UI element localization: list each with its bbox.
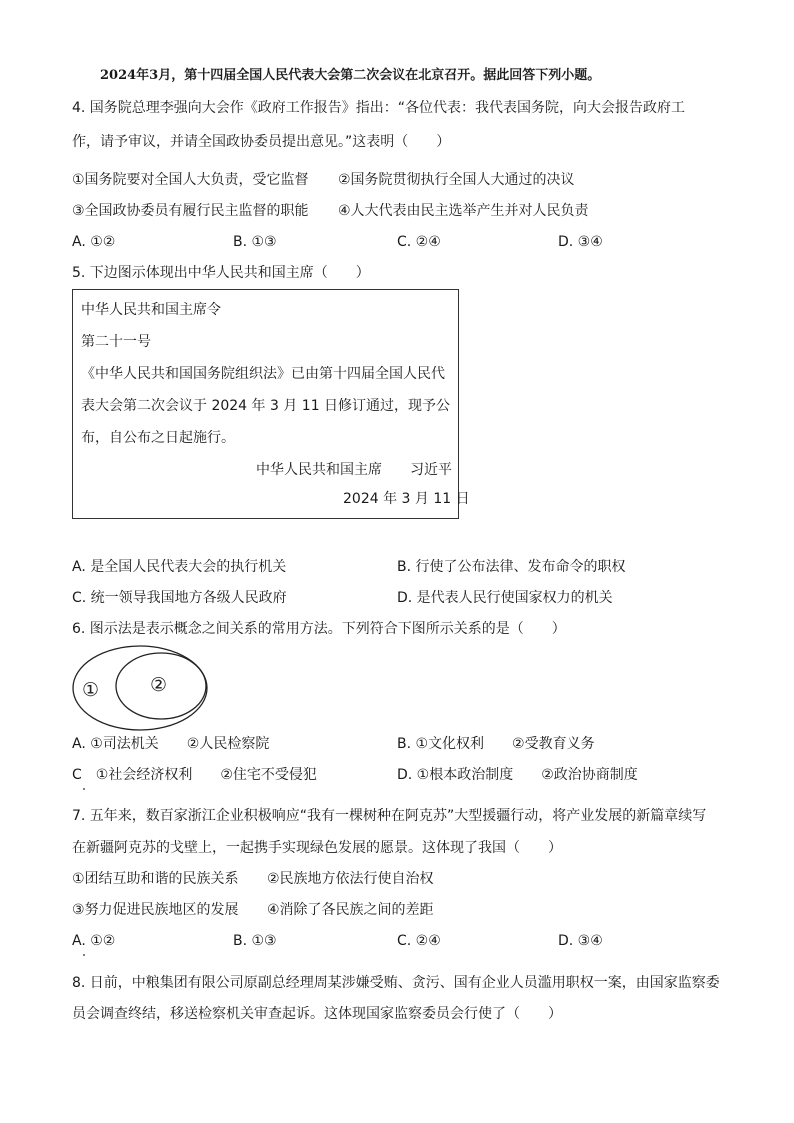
decree-signer: 中华人民共和国主席 习近平 — [256, 462, 452, 478]
venn-outer-label: ① — [82, 679, 100, 701]
decree-body-line3: 布，自公布之日起施行。 — [81, 430, 235, 446]
decree-box — [72, 289, 470, 519]
q7-stem-line2: 在新疆阿克苏的戈壁上，一起携手实现绿色发展的愿景。这体现了我国（ ） — [72, 840, 562, 856]
decree-date: 2024 年 3 月 11 日 — [343, 491, 470, 507]
q4-stem-line2: 作，请予审议，并请全国政协委员提出意见。”这表明（ ） — [72, 134, 451, 150]
q7-option-a: A. ①② — [72, 933, 116, 949]
q6-option-b: B. ①文化权利 ②受教育义务 — [397, 736, 595, 752]
q5-option-b: B. 行使了公布法律、发布命令的职权 — [397, 559, 626, 575]
q6-option-a: A. ①司法机关 ②人民检察院 — [72, 736, 270, 752]
q4-option-d: D. ③④ — [558, 234, 603, 250]
section-intro: 2024年3月，第十四届全国人民代表大会第二次会议在北京召开。据此回答下列小题。 — [100, 68, 601, 83]
q7-option-d: D. ③④ — [558, 933, 603, 949]
q7-option-a-dot — [83, 954, 85, 956]
q5-stem: 5. 下边图示体现出中华人民共和国主席（ ） — [72, 265, 370, 281]
decree-title: 中华人民共和国主席令 — [81, 302, 221, 318]
q4-option-c: C. ②④ — [397, 234, 441, 250]
q5-option-a: A. 是全国人民代表大会的执行机关 — [72, 559, 287, 575]
q4-option-a: A. ①② — [72, 234, 116, 250]
q7-statement-4: ④消除了各民族之间的差距 — [267, 902, 434, 918]
q4-statement-4: ④人大代表由民主选举产生并对人民负责 — [338, 203, 589, 219]
q4-statement-3: ③全国政协委员有履行民主监督的职能 — [72, 203, 309, 219]
q4-stem-line1: 4. 国务院总理李强向大会作《政府工作报告》指出：“各位代表：我代表国务院，向大会报告政府工 — [72, 100, 686, 116]
q7-statement-2: ②民族地方依法行使自治权 — [267, 871, 434, 887]
venn-inner-label: ② — [150, 674, 168, 696]
q8-stem-line1: 8. 日前，中粮集团有限公司原副总经理周某涉嫌受贿、贪污、国有企业人员滥用职权一案，由国家监察委 — [72, 975, 720, 991]
q4-statement-1: ①国务院要对全国人大负责，受它监督 — [72, 172, 309, 188]
q6-option-c-dot — [83, 788, 85, 790]
decree-body-line1: 《中华人民共和国国务院组织法》已由第十四届全国人民代 — [81, 366, 445, 382]
q4-statement-2: ②国务院贯彻执行全国人大通过的决议 — [338, 172, 575, 188]
q6-option-d: D. ①根本政治制度 ②政治协商制度 — [397, 767, 638, 783]
q7-option-b: B. ①③ — [233, 933, 277, 949]
decree-body-line2: 表大会第二次会议于 2024 年 3 月 11 日修订通过，现予公 — [81, 398, 451, 414]
q7-option-c: C. ②④ — [397, 933, 441, 949]
venn-diagram — [70, 643, 212, 733]
q5-option-c: C. 统一领导我国地方各级人民政府 — [72, 590, 287, 606]
q6-stem: 6. 图示法是表示概念之间关系的常用方法。下列符合下图所示关系的是（ ） — [72, 621, 566, 637]
q6-option-c: C ①社会经济权利 ②住宅不受侵犯 — [72, 767, 317, 783]
q7-stem-line1: 7. 五年来，数百家浙江企业积极响应“我有一棵树种在阿克苏”大型援疆行动，将产业发展的新篇章续写 — [72, 808, 707, 824]
q7-statement-3: ③努力促进民族地区的发展 — [72, 902, 239, 918]
q8-stem-line2: 员会调查终结，移送检察机关审查起诉。这体现国家监察委员会行使了（ ） — [72, 1006, 562, 1022]
q7-statement-1: ①团结互助和谐的民族关系 — [72, 871, 239, 887]
decree-number: 第二十一号 — [81, 334, 151, 350]
q5-option-d: D. 是代表人民行使国家权力的机关 — [397, 590, 613, 606]
q4-option-b: B. ①③ — [233, 234, 277, 250]
